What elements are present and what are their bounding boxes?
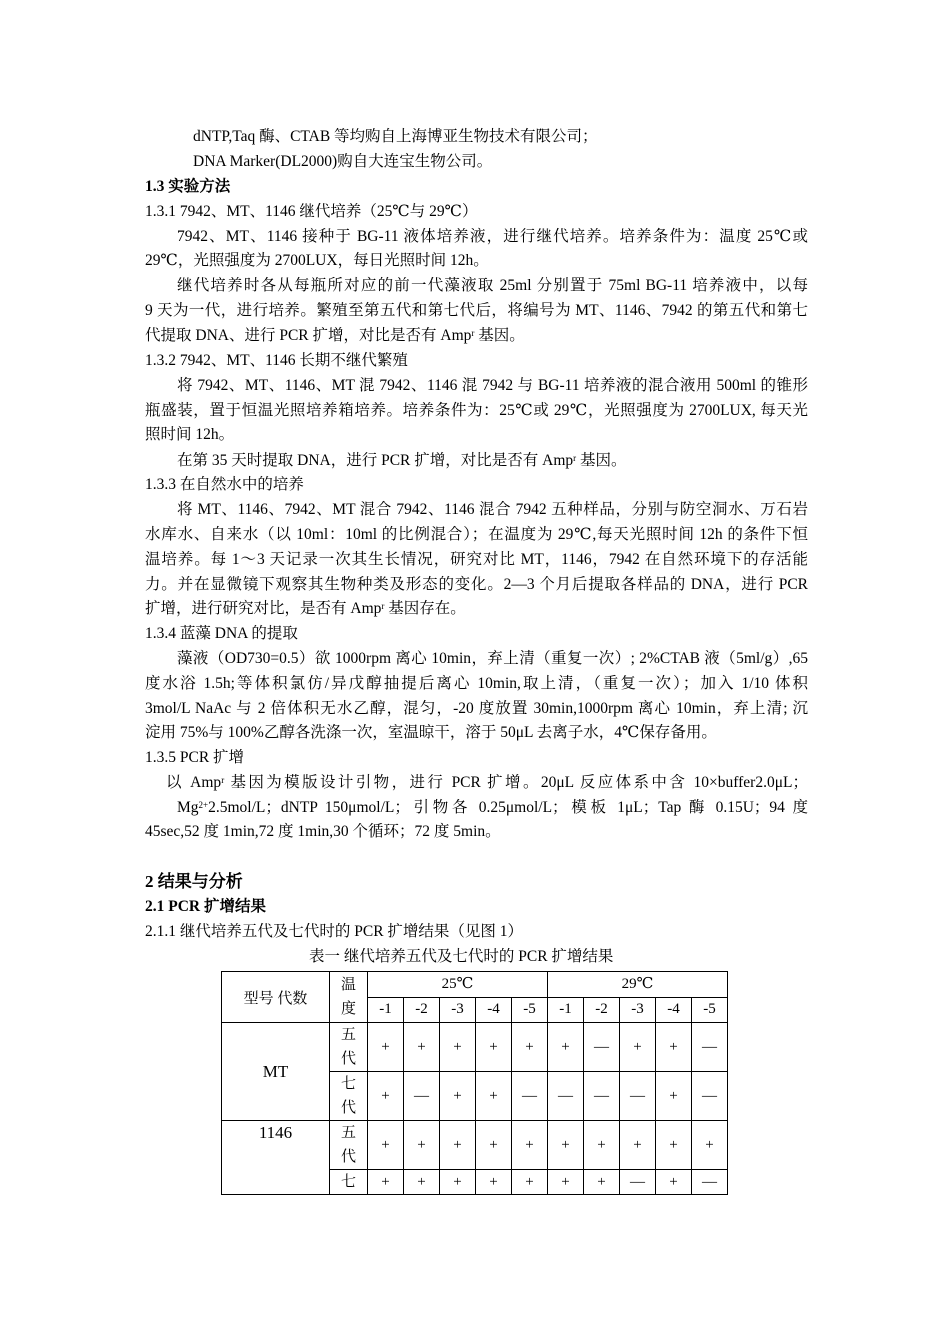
result-cell: + (548, 1121, 584, 1170)
result-cell: + (476, 1170, 512, 1195)
result-cell: — (692, 1023, 728, 1072)
heading-2: 2 结果与分析 (145, 872, 243, 891)
para-1-3-1-b-line-2: 9 天为一代，进行培养。繁殖至第五代和第七代后，将编号为 MT、1146、7942 的第五代和第七 (145, 302, 808, 319)
result-cell: + (440, 1023, 476, 1072)
heading-1-3-5: 1.3.5 PCR 扩增 (145, 749, 245, 766)
heading-1-3-2: 1.3.2 7942、MT、1146 长期不继代繁殖 (145, 352, 408, 369)
model-cell: 1146 (222, 1121, 330, 1195)
para-1-3-3-line-4: 力。并在显微镜下观察其生物种类及形态的变化。2—3 个月后提取各样品的 DNA，进行 PCR (145, 576, 808, 593)
materials-line-2: DNA Marker(DL2000)购自大连宝生物公司。 (193, 153, 493, 170)
para-1-3-2-b-line-1: 在第 35 天时提取 DNA，进行 PCR 扩增，对比是否有 Amp$^r$ 基因。 (177, 452, 627, 469)
table-row (222, 1121, 728, 1170)
subcol-header: -2 (584, 997, 620, 1023)
result-cell: + (368, 1023, 404, 1072)
result-cell: — (692, 1072, 728, 1121)
result-cell: — (512, 1072, 548, 1121)
result-cell: + (440, 1072, 476, 1121)
heading-1-3-4: 1.3.4 蓝藻 DNA 的提取 (145, 625, 298, 642)
header-25c: 25℃ (368, 972, 548, 998)
para-1-3-2-a-line-2: 瓶盛装，置于恒温光照培养箱培养。培养条件为：25℃或 29℃，光照强度为 2700LUX, 每天光 (145, 402, 808, 419)
heading-2-1-1: 2.1.1 继代培养五代及七代时的 PCR 扩增结果（见图 1） (145, 923, 524, 940)
result-cell: + (584, 1170, 620, 1195)
subcol-header: -5 (692, 997, 728, 1023)
para-1-3-3-line-5: 扩增，进行研究对比，是否有 Amp$^r$ 基因存在。 (145, 600, 466, 617)
para-1-3-1-a-line-1: 7942、MT、1146 接种于 BG-11 液体培养液，进行继代培养。培养条件为：温度 25℃或 (177, 228, 808, 245)
result-cell: + (548, 1170, 584, 1195)
result-cell: + (404, 1023, 440, 1072)
subcol-header: -4 (476, 997, 512, 1023)
para-1-3-3-line-3: 温培养。每 1～3 天记录一次其生长情况，研究对比 MT，1146，7942 在自然环境下的存活能 (145, 551, 808, 568)
para-1-3-4-line-4: 淀用 75%与 100%乙醇各洗涤一次，室温晾干，溶于 50μL 去离子水，4℃保存备用。 (145, 724, 717, 741)
para-1-3-5-line-1: 以 Amp$^r$ 基因为模版设计引物，进行 PCR 扩增。20μL 反应体系中含 10×buffer2.0μL； (166, 774, 808, 791)
result-cell: + (656, 1170, 692, 1195)
para-1-3-4-line-1: 藻液（OD730=0.5）欲 1000rpm 离心 10min，弃上清（重复一次）; 2%CTAB 液（5ml/g）,65 (177, 650, 808, 667)
result-cell: + (620, 1023, 656, 1072)
subcol-header: -3 (620, 997, 656, 1023)
materials-line-1: dNTP,Taq 酶、CTAB 等均购自上海博亚生物技术有限公司； (193, 128, 598, 145)
subcol-header: -1 (548, 997, 584, 1023)
result-cell: — (584, 1023, 620, 1072)
header-temperature: 温 度 (330, 972, 368, 1023)
result-cell: + (512, 1170, 548, 1195)
result-cell: + (404, 1121, 440, 1170)
result-cell: + (620, 1121, 656, 1170)
para-1-3-5-line-3: 45sec,52 度 1min,72 度 1min,30 个循环；72 度 5min。 (145, 823, 501, 840)
heading-1-3-3: 1.3.3 在自然水中的培养 (145, 476, 304, 493)
subcol-header: -5 (512, 997, 548, 1023)
heading-1-3: 1.3 实验方法 (145, 178, 231, 195)
result-cell: + (368, 1121, 404, 1170)
para-1-3-5-line-2: $Mg^{2+}2.5mol/L$；dNTP 150μmol/L；引物各 0.25μmol/L；模板 1μL；Tap 酶 0.15U；94 度 (177, 799, 808, 816)
subcol-header: -3 (440, 997, 476, 1023)
para-1-3-4-line-2: 度水浴 1.5h;等体积氯仿/异戊醇抽提后离心 10min,取上清，（重复一次）；加入 1/10 体积 (145, 675, 808, 692)
result-cell: + (692, 1121, 728, 1170)
table-header-row-1 (222, 972, 728, 998)
result-cell: + (440, 1121, 476, 1170)
header-type-generation: 型号 代数 (222, 972, 330, 1023)
result-cell: — (548, 1072, 584, 1121)
heading-1-3-1: 1.3.1 7942、MT、1146 继代培养（25℃与 29℃） (145, 203, 478, 220)
para-1-3-4-line-3: 3mol/L NaAc 与 2 倍体积无水乙醇，混匀，-20 度放置 30min,1000rpm 离心 10min，弃上清; 沉 (145, 700, 808, 717)
result-cell: + (368, 1170, 404, 1195)
result-cell: — (404, 1072, 440, 1121)
para-1-3-1-b-line-1: 继代培养时各从每瓶所对应的前一代藻液取 25ml 分别置于 75ml BG-11 培养液中，以每 (177, 277, 808, 294)
para-1-3-1-a-line-2: 29℃，光照强度为 2700LUX，每日光照时间 12h。 (145, 252, 489, 269)
result-cell: + (476, 1072, 512, 1121)
table-row (222, 1023, 728, 1072)
para-1-3-3-line-2: 水库水、自来水（以 10ml：10ml 的比例混合）；在温度为 29℃,每天光照时间 12h 的条件下恒 (145, 526, 808, 543)
result-cell: + (656, 1072, 692, 1121)
result-cell: + (656, 1023, 692, 1072)
model-cell: MT (222, 1023, 330, 1121)
para-1-3-2-a-line-1: 将 7942、MT、1146、MT 混 7942、1146 混 7942 与 BG-11 培养液的混合液用 500ml 的锥形 (177, 377, 808, 394)
result-cell: + (512, 1023, 548, 1072)
result-cell: + (656, 1121, 692, 1170)
generation-cell: 七 代 (330, 1072, 368, 1121)
pcr-results-table (221, 971, 728, 1195)
para-1-3-1-b-line-3: 代提取 DNA、进行 PCR 扩增，对比是否有 Amp$^r$ 基因。 (145, 327, 525, 344)
generation-cell: 五 代 (330, 1023, 368, 1072)
header-29c: 29℃ (548, 972, 728, 998)
result-cell: + (476, 1023, 512, 1072)
para-1-3-2-a-line-3: 照时间 12h。 (145, 426, 235, 443)
result-cell: + (548, 1023, 584, 1072)
subcol-header: -1 (368, 997, 404, 1023)
result-cell: + (404, 1170, 440, 1195)
generation-cell: 五 代 (330, 1121, 368, 1170)
subcol-header: -2 (404, 997, 440, 1023)
para-1-3-3-line-1: 将 MT、1146、7942、MT 混合 7942、1146 混合 7942 五种样品，分别与防空洞水、万石岩 (177, 501, 808, 518)
result-cell: — (584, 1072, 620, 1121)
table-caption: 表一 继代培养五代及七代时的 PCR 扩增结果 (309, 948, 614, 965)
result-cell: + (584, 1121, 620, 1170)
result-cell: — (692, 1170, 728, 1195)
subcol-header: -4 (656, 997, 692, 1023)
result-cell: + (440, 1170, 476, 1195)
result-cell: + (368, 1072, 404, 1121)
result-cell: — (620, 1170, 656, 1195)
result-cell: + (476, 1121, 512, 1170)
generation-cell: 七 (330, 1170, 368, 1195)
result-cell: + (512, 1121, 548, 1170)
result-cell: — (620, 1072, 656, 1121)
heading-2-1: 2.1 PCR 扩增结果 (145, 898, 266, 915)
